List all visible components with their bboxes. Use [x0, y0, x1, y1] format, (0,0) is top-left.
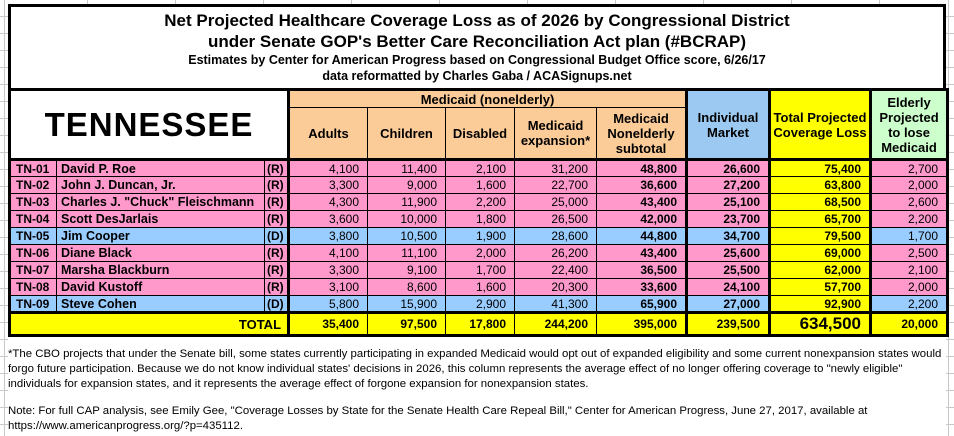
value-cell-adults: 3,600	[289, 211, 368, 228]
value-cell-adults: 3,100	[289, 279, 368, 296]
total-cell-disabled: 17,800	[446, 313, 515, 336]
value-cell-individual-market: 27,000	[687, 296, 770, 313]
column-header-elderly: Elderly Projected to lose Medicaid	[871, 90, 948, 160]
subtitle-estimates: Estimates by Center for American Progress based on Congressional Budget Office score, 6/26/17	[188, 53, 766, 67]
value-cell-expansion: 26,200	[515, 245, 597, 262]
value-cell-disabled: 2,000	[446, 245, 515, 262]
value-cell-children: 9,100	[368, 262, 446, 279]
rep-name-cell: Charles J. "Chuck" Fleischmann	[57, 194, 265, 211]
table-row	[10, 211, 948, 228]
rep-name-cell: Jim Cooper	[57, 228, 265, 245]
value-cell-individual-market: 25,600	[687, 245, 770, 262]
value-cell-individual-market: 27,200	[687, 177, 770, 194]
column-header-expansion: Medicaid expansion*	[515, 108, 597, 160]
rep-name-cell: Steve Cohen	[57, 296, 265, 313]
value-cell-adults: 4,100	[289, 160, 368, 177]
value-cell-coverage-loss: 92,900	[770, 296, 871, 313]
column-header-total-loss: Total Projected Coverage Loss	[770, 90, 871, 160]
value-cell-children: 10,500	[368, 228, 446, 245]
value-cell-disabled: 1,700	[446, 262, 515, 279]
value-cell-coverage-loss: 62,000	[770, 262, 871, 279]
table-row	[10, 177, 948, 194]
total-cell-coverage-loss: 634,500	[770, 313, 871, 336]
page-title-line1: Net Projected Healthcare Coverage Loss as of 2026 by Congressional District	[164, 11, 790, 30]
value-cell-disabled: 1,800	[446, 211, 515, 228]
value-cell-expansion: 25,000	[515, 194, 597, 211]
district-cell: TN-07	[10, 262, 57, 279]
value-cell-children: 8,600	[368, 279, 446, 296]
value-cell-individual-market: 25,100	[687, 194, 770, 211]
district-cell: TN-02	[10, 177, 57, 194]
value-cell-subtotal: 43,400	[597, 194, 687, 211]
table-panel	[8, 4, 946, 434]
state-label: TENNESSEE	[10, 90, 289, 160]
total-label: TOTAL	[10, 313, 289, 336]
party-cell: (R)	[265, 262, 289, 279]
value-cell-subtotal: 36,500	[597, 262, 687, 279]
page-title-line2: under Senate GOP's Better Care Reconciliation Act plan (#BCRAP)	[207, 32, 747, 51]
value-cell-children: 11,100	[368, 245, 446, 262]
value-cell-adults: 4,100	[289, 245, 368, 262]
value-cell-disabled: 2,900	[446, 296, 515, 313]
total-cell-children: 97,500	[368, 313, 446, 336]
table-row	[10, 228, 948, 245]
value-cell-expansion: 41,300	[515, 296, 597, 313]
table-row	[10, 296, 948, 313]
value-cell-elderly: 2,600	[871, 194, 948, 211]
value-cell-elderly: 2,200	[871, 296, 948, 313]
total-cell-individual-market: 239,500	[687, 313, 770, 336]
total-cell-subtotal: 395,000	[597, 313, 687, 336]
spreadsheet-gridlines-left	[0, 0, 8, 436]
party-cell: (R)	[265, 194, 289, 211]
value-cell-coverage-loss: 75,400	[770, 160, 871, 177]
value-cell-subtotal: 44,800	[597, 228, 687, 245]
value-cell-subtotal: 48,800	[597, 160, 687, 177]
total-cell-elderly: 20,000	[871, 313, 948, 336]
district-cell: TN-04	[10, 211, 57, 228]
party-cell: (R)	[265, 211, 289, 228]
table-row	[10, 262, 948, 279]
district-cell: TN-05	[10, 228, 57, 245]
column-header-individual-market: Individual Market	[687, 90, 770, 160]
value-cell-elderly: 2,000	[871, 279, 948, 296]
district-cell: TN-08	[10, 279, 57, 296]
column-header-disabled: Disabled	[446, 108, 515, 160]
rep-name-cell: David P. Roe	[57, 160, 265, 177]
value-cell-coverage-loss: 79,500	[770, 228, 871, 245]
total-cell-expansion: 244,200	[515, 313, 597, 336]
value-cell-children: 11,400	[368, 160, 446, 177]
table-row	[10, 160, 948, 177]
value-cell-expansion: 22,400	[515, 262, 597, 279]
value-cell-elderly: 2,200	[871, 211, 948, 228]
total-cell-adults: 35,400	[289, 313, 368, 336]
party-cell: (R)	[265, 160, 289, 177]
value-cell-adults: 3,300	[289, 262, 368, 279]
value-cell-adults: 5,800	[289, 296, 368, 313]
rep-name-cell: David Kustoff	[57, 279, 265, 296]
value-cell-subtotal: 36,600	[597, 177, 687, 194]
rep-name-cell: John J. Duncan, Jr.	[57, 177, 265, 194]
value-cell-subtotal: 42,000	[597, 211, 687, 228]
value-cell-subtotal: 43,400	[597, 245, 687, 262]
value-cell-individual-market: 26,600	[687, 160, 770, 177]
value-cell-expansion: 26,500	[515, 211, 597, 228]
value-cell-individual-market: 34,700	[687, 228, 770, 245]
value-cell-children: 11,900	[368, 194, 446, 211]
value-cell-disabled: 1,900	[446, 228, 515, 245]
rep-name-cell: Diane Black	[57, 245, 265, 262]
total-row	[10, 313, 948, 336]
value-cell-subtotal: 33,600	[597, 279, 687, 296]
party-cell: (D)	[265, 228, 289, 245]
value-cell-individual-market: 24,100	[687, 279, 770, 296]
value-cell-adults: 3,800	[289, 228, 368, 245]
value-cell-elderly: 2,100	[871, 262, 948, 279]
value-cell-disabled: 2,100	[446, 160, 515, 177]
district-cell: TN-01	[10, 160, 57, 177]
party-cell: (R)	[265, 177, 289, 194]
subtitle-credit: data reformatted by Charles Gaba / ACASignups.net	[322, 69, 632, 83]
column-header-adults: Adults	[289, 108, 368, 160]
value-cell-coverage-loss: 57,700	[770, 279, 871, 296]
value-cell-children: 15,900	[368, 296, 446, 313]
table-row	[10, 194, 948, 211]
value-cell-coverage-loss: 63,800	[770, 177, 871, 194]
value-cell-adults: 4,300	[289, 194, 368, 211]
value-cell-disabled: 2,200	[446, 194, 515, 211]
value-cell-children: 10,000	[368, 211, 446, 228]
title-block	[8, 4, 946, 91]
rep-name-cell: Scott DesJarlais	[57, 211, 265, 228]
value-cell-expansion: 28,600	[515, 228, 597, 245]
value-cell-coverage-loss: 68,500	[770, 194, 871, 211]
table-row	[10, 245, 948, 262]
value-cell-elderly: 2,500	[871, 245, 948, 262]
value-cell-children: 9,000	[368, 177, 446, 194]
column-header-children: Children	[368, 108, 446, 160]
value-cell-expansion: 20,300	[515, 279, 597, 296]
value-cell-coverage-loss: 69,000	[770, 245, 871, 262]
value-cell-adults: 3,300	[289, 177, 368, 194]
party-cell: (D)	[265, 296, 289, 313]
value-cell-subtotal: 65,900	[597, 296, 687, 313]
value-cell-individual-market: 25,500	[687, 262, 770, 279]
value-cell-disabled: 1,600	[446, 177, 515, 194]
value-cell-disabled: 1,600	[446, 279, 515, 296]
column-group-medicaid: Medicaid (nonelderly)	[289, 90, 687, 108]
party-cell: (R)	[265, 279, 289, 296]
value-cell-expansion: 31,200	[515, 160, 597, 177]
district-cell: TN-06	[10, 245, 57, 262]
cap-source-note: Note: For full CAP analysis, see Emily Gee, "Coverage Losses by State for the Senate Health Care Repeal Bill," Center for American Progress, June 27, 2017, available at https://www.americanprogress.org/?p=435112.	[8, 405, 868, 433]
cbo-footnote: *The CBO projects that under the Senate bill, some states currently participating in expanded Medicaid would opt out of expanded eligibility and some current nonexpansion states would forgo future participation. Because we do not know individual states' decisions in 2026, this column represents the average effect of no longer offering coverage to "newly eligible" individuals for expansion states, and it represents the average effect of forgone expansion for nonexpansion states.	[8, 348, 942, 390]
rep-name-cell: Marsha Blackburn	[57, 262, 265, 279]
value-cell-elderly: 2,700	[871, 160, 948, 177]
value-cell-individual-market: 23,700	[687, 211, 770, 228]
table-row	[10, 279, 948, 296]
value-cell-coverage-loss: 65,700	[770, 211, 871, 228]
value-cell-expansion: 22,700	[515, 177, 597, 194]
value-cell-elderly: 2,000	[871, 177, 948, 194]
coverage-loss-table	[8, 88, 949, 337]
district-cell: TN-09	[10, 296, 57, 313]
district-cell: TN-03	[10, 194, 57, 211]
party-cell: (R)	[265, 245, 289, 262]
column-header-subtotal: Medicaid Nonelderly subtotal	[597, 108, 687, 160]
value-cell-elderly: 1,700	[871, 228, 948, 245]
